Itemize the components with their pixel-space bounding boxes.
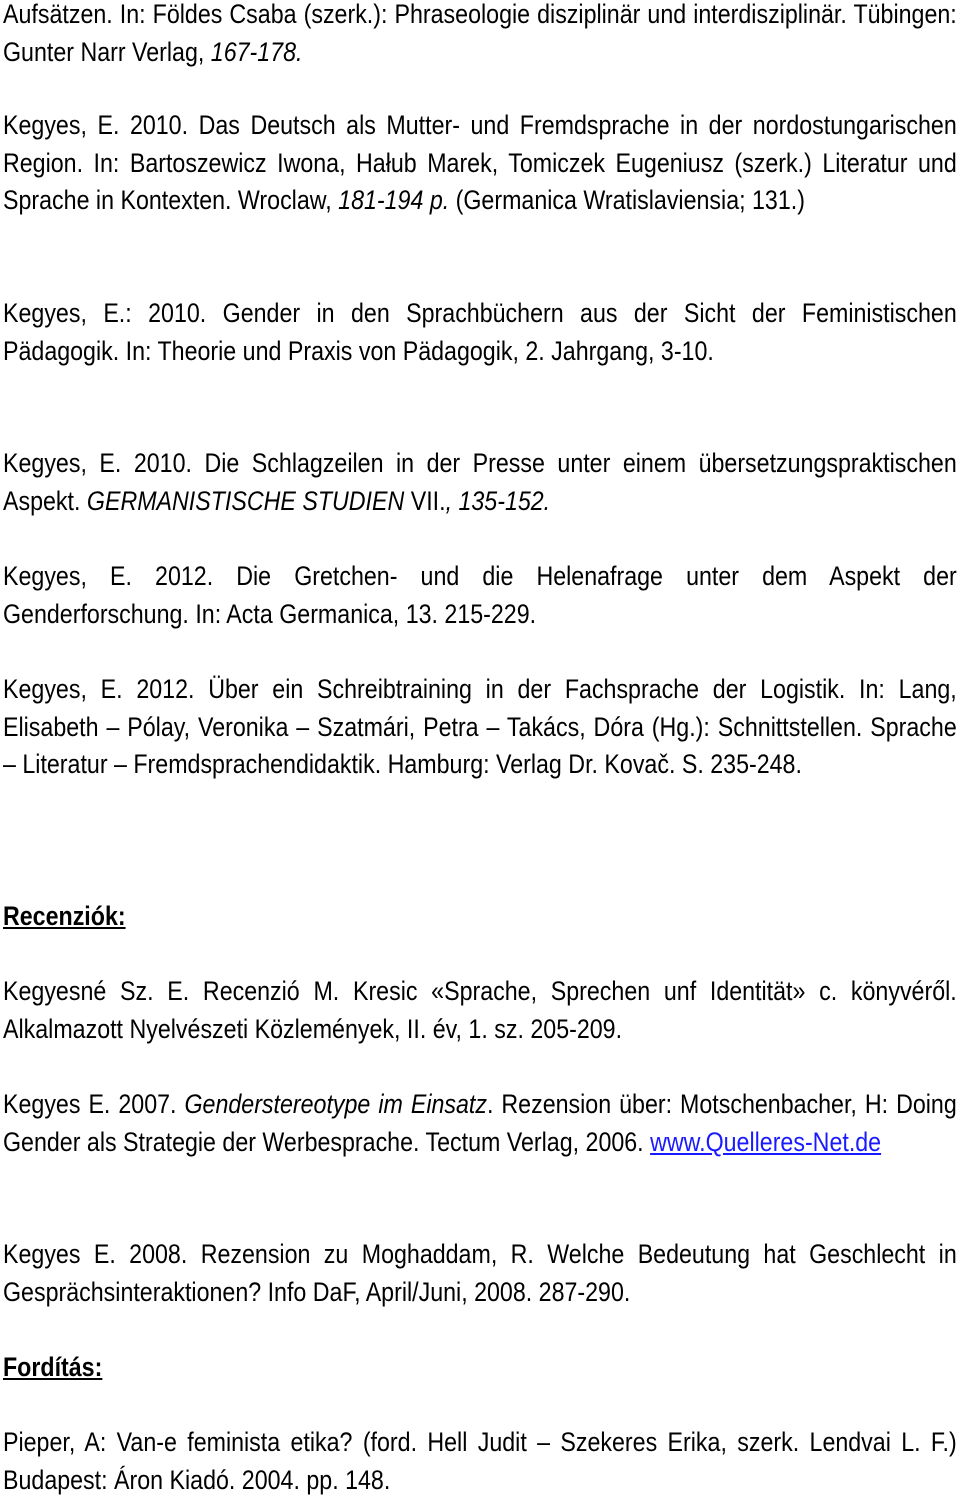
reference-entry-phraseologie xyxy=(3,0,957,71)
section-heading-recenziok: Recenziók: xyxy=(3,901,126,931)
reference-entry-gender-sprachbuecher xyxy=(3,295,957,370)
reference-entry-deutsch-mutter-fremdsprache xyxy=(3,107,957,220)
entry-pages: 181-194 p. xyxy=(338,185,450,216)
translation-entry-pieper xyxy=(3,1424,957,1499)
entry-pages: , 135-152. xyxy=(445,485,551,516)
journal-volume: VII. xyxy=(404,485,446,516)
entry-pages: 167-178. xyxy=(210,36,303,67)
review-entry-moghaddam xyxy=(3,1236,957,1311)
entry-text: Kegyes, E.: 2010. Gender in den Sprachbüchern aus der Sicht der Feministischen Pädagogik. In: Theorie und Praxis von Pädagogik, 2. Jahrgang, 3-10. xyxy=(3,298,957,366)
entry-series: (Germanica Wratislaviensia; 131.) xyxy=(449,185,805,216)
entry-text: Kegyes, E. 2012. Die Gretchen- und die Helenafrage unter dem Aspekt der Genderforschung. In: Acta Germanica, 13. 215-229. xyxy=(3,561,957,629)
section-heading-forditas: Fordítás: xyxy=(3,1352,103,1382)
reference-entry-gretchen-helenafrage xyxy=(3,558,957,633)
quelleres-net-link[interactable]: www.Quelleres-Net.de xyxy=(650,1126,882,1157)
entry-text: Kegyes, E. 2012. Über ein Schreibtraining in der Fachsprache der Logistik. In: Lang, Elisabeth – Pólay, Veronika – Szatmári, Petra – Takács, Dóra (Hg.): Schnittstellen. Sprache – Literatur – Fremdsprachendidaktik. Hamburg: Verlag Dr. Kovač. S. 235-248. xyxy=(3,674,957,780)
book-title: Genderstereotype im Einsatz xyxy=(184,1089,487,1119)
entry-text: Kegyes, E. 2010. Die Schlagzeilen in der Presse unter einem übersetzungspraktischen Aspekt. xyxy=(3,448,957,516)
entry-text: Kegyes, E. 2010. Das Deutsch als Mutter- und Fremdsprache in der nordostungarischen Region. In: Bartoszewicz Iwona, Hałub Marek, Tomiczek Eugeniusz (szerk.) Literatur und Sprache in Kontexten. Wroclaw, xyxy=(3,110,957,216)
reference-entry-schlagzeilen xyxy=(3,445,957,520)
entry-text: Kegyesné Sz. E. Recenzió M. Kresic «Sprache, Sprechen unf Identität» c. könyvéről. Alkalmazott Nyelvészeti Közlemények, II. év, 1. sz. 205-209. xyxy=(3,976,957,1044)
entry-text: Kegyes E. 2007. xyxy=(3,1089,185,1119)
entry-text: Aufsätzen. In: Földes Csaba (szerk.): Phraseologie disziplinär und interdisziplinär. Tübingen: Gunter Narr Verlag, xyxy=(3,0,957,67)
reference-entry-schreibtraining xyxy=(3,671,957,784)
review-entry-genderstereotype xyxy=(3,1086,957,1161)
entry-text: Kegyes E. 2008. Rezension zu Moghaddam, R. Welche Bedeutung hat Geschlecht in Gesprächsinteraktionen? Info DaF, April/Juni, 2008. 287-290. xyxy=(3,1239,957,1307)
entry-text: Pieper, A: Van-e feminista etika? (ford. Hell Judit – Szekeres Erika, szerk. Lendvai L. F.) Budapest: Áron Kiadó. 2004. pp. 148. xyxy=(3,1427,957,1495)
journal-title: GERMANISTISCHE STUDIEN xyxy=(86,485,405,516)
review-entry-kresic xyxy=(3,973,957,1048)
entry-text-cont: . Rezension über: Motschenbacher, H: Doing Gender als Strategie der Werbesprache. Tectum Verlag, 2006. xyxy=(3,1089,957,1157)
